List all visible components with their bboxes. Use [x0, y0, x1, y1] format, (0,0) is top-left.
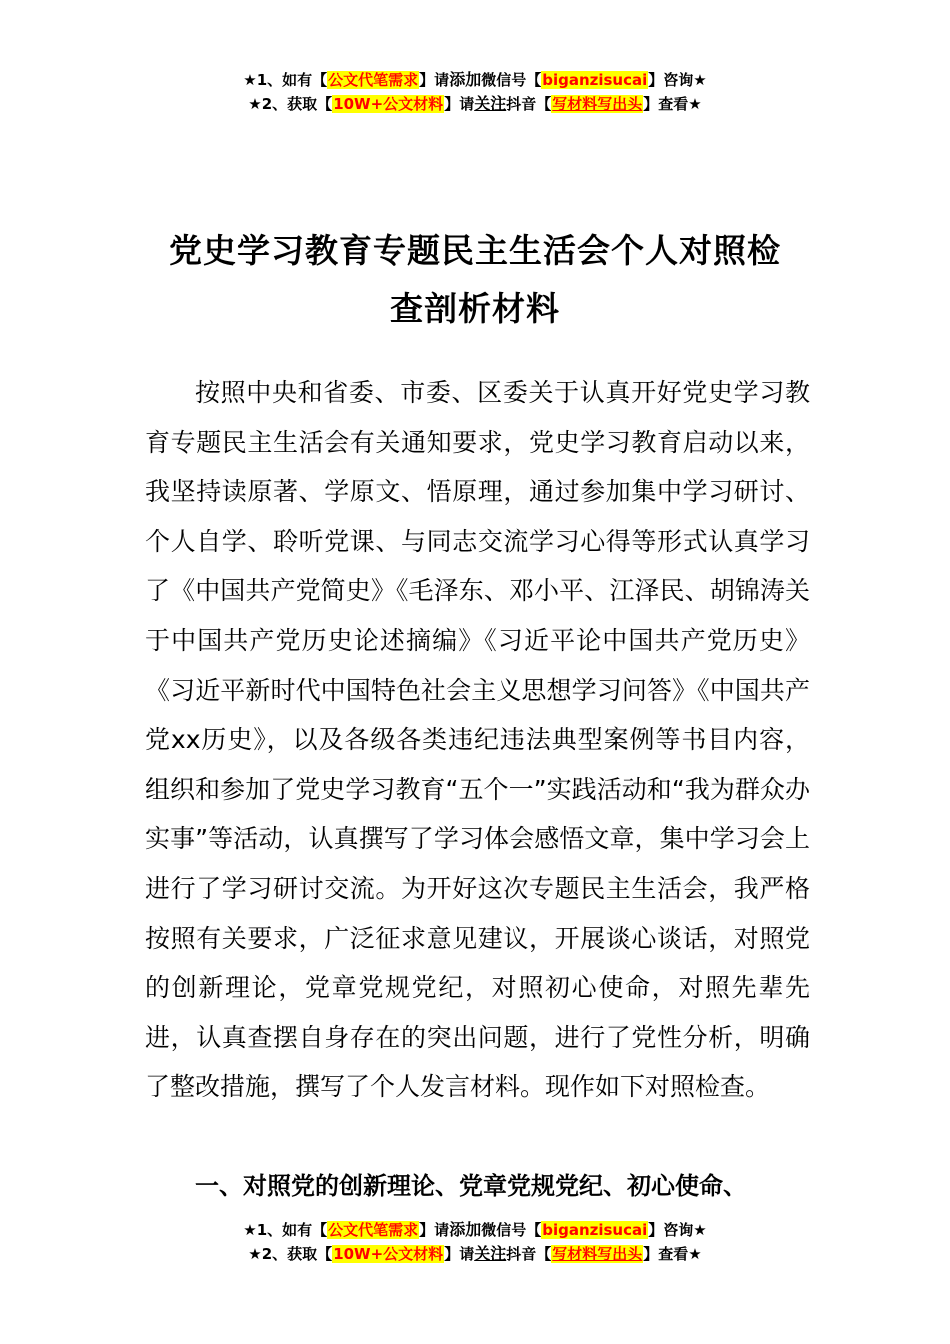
- body-paragraph: 按照中央和省委、市委、区委关于认真开好党史学习教育专题民主生活会有关通知要求，党史学习教育启动以来，我坚持读原著、学原文、悟原理，通过参加集中学习研讨、个人自学、聆听党课、与同志交流学习心得等形式认真学习了《中国共产党简史》《毛泽东、邓小平、江泽民、胡锦涛关于中国共产党历史论述摘编》《习近平论中国共产党历史》《习近平新时代中国特色社会主义思想学习问答》《中国共产党xx历史》，以及各级各类违纪违法典型案例等书目内容，组织和参加了党史学习教育“五个一”实践活动和“我为群众办实事”等活动，认真撰写了学习体会感悟文章，集中学习会上进行了学习研讨交流。为开好这次专题民主生活会，我严格按照有关要求，广泛征求意见建议，开展谈心谈话，对照党的创新理论，党章党规党纪，对照初心使命，对照先辈先进，认真查摆自身存在的突出问题，进行了党性分析，明确了整改措施，撰写了个人发言材料。现作如下对照检查。: [145, 378, 810, 1102]
- highlight-materials: 10W+公文材料: [333, 95, 444, 113]
- highlight-service: 公文代笔需求: [328, 1221, 419, 1239]
- banner-line-2: [0, 92, 950, 116]
- bottom-banner: [0, 1218, 950, 1266]
- banner-text: 】查看★: [643, 95, 702, 113]
- highlight-service: 公文代笔需求: [328, 71, 419, 89]
- title-line-2: 查剖析材料: [390, 289, 560, 328]
- banner-text: 】请: [419, 1221, 450, 1239]
- section-heading: 一、对照党的创新理论、党章党规党纪、初心使命、: [195, 1172, 747, 1200]
- banner-text: ★2、获取【: [248, 1245, 333, 1263]
- highlight-wechat-id: biganzisucai: [542, 1221, 648, 1239]
- banner-line-1: [0, 1218, 950, 1242]
- banner-text: 】查看★: [643, 1245, 702, 1263]
- banner-text: 抖音【: [506, 1245, 552, 1263]
- banner-text: 】咨询★: [648, 71, 707, 89]
- highlight-materials: 10W+公文材料: [333, 1245, 444, 1263]
- banner-line-2: [0, 1242, 950, 1266]
- banner-emphasis: 关注: [474, 94, 507, 113]
- banner-text: 微信号【: [481, 1221, 542, 1239]
- banner-text: 】请: [444, 1245, 475, 1263]
- top-banner: [0, 68, 950, 116]
- banner-text: ★2、获取【: [248, 95, 333, 113]
- banner-emphasis: 关注: [474, 1244, 507, 1263]
- document-title: [120, 222, 830, 338]
- banner-emphasis: 添加: [449, 70, 482, 89]
- highlight-douyin-account: 写材料写出头: [552, 1245, 643, 1263]
- banner-text: 抖音【: [506, 95, 552, 113]
- highlight-douyin-account: 写材料写出头: [552, 95, 643, 113]
- banner-emphasis: 添加: [449, 1220, 482, 1239]
- highlight-wechat-id: biganzisucai: [542, 71, 648, 89]
- banner-text: 】咨询★: [648, 1221, 707, 1239]
- banner-text: 】请: [444, 95, 475, 113]
- title-line-1: 党史学习教育专题民主生活会个人对照检: [169, 231, 781, 270]
- banner-text: 微信号【: [481, 71, 542, 89]
- banner-text: ★1、如有【: [243, 71, 328, 89]
- banner-text: 】请: [419, 71, 450, 89]
- banner-line-1: [0, 68, 950, 92]
- banner-text: ★1、如有【: [243, 1221, 328, 1239]
